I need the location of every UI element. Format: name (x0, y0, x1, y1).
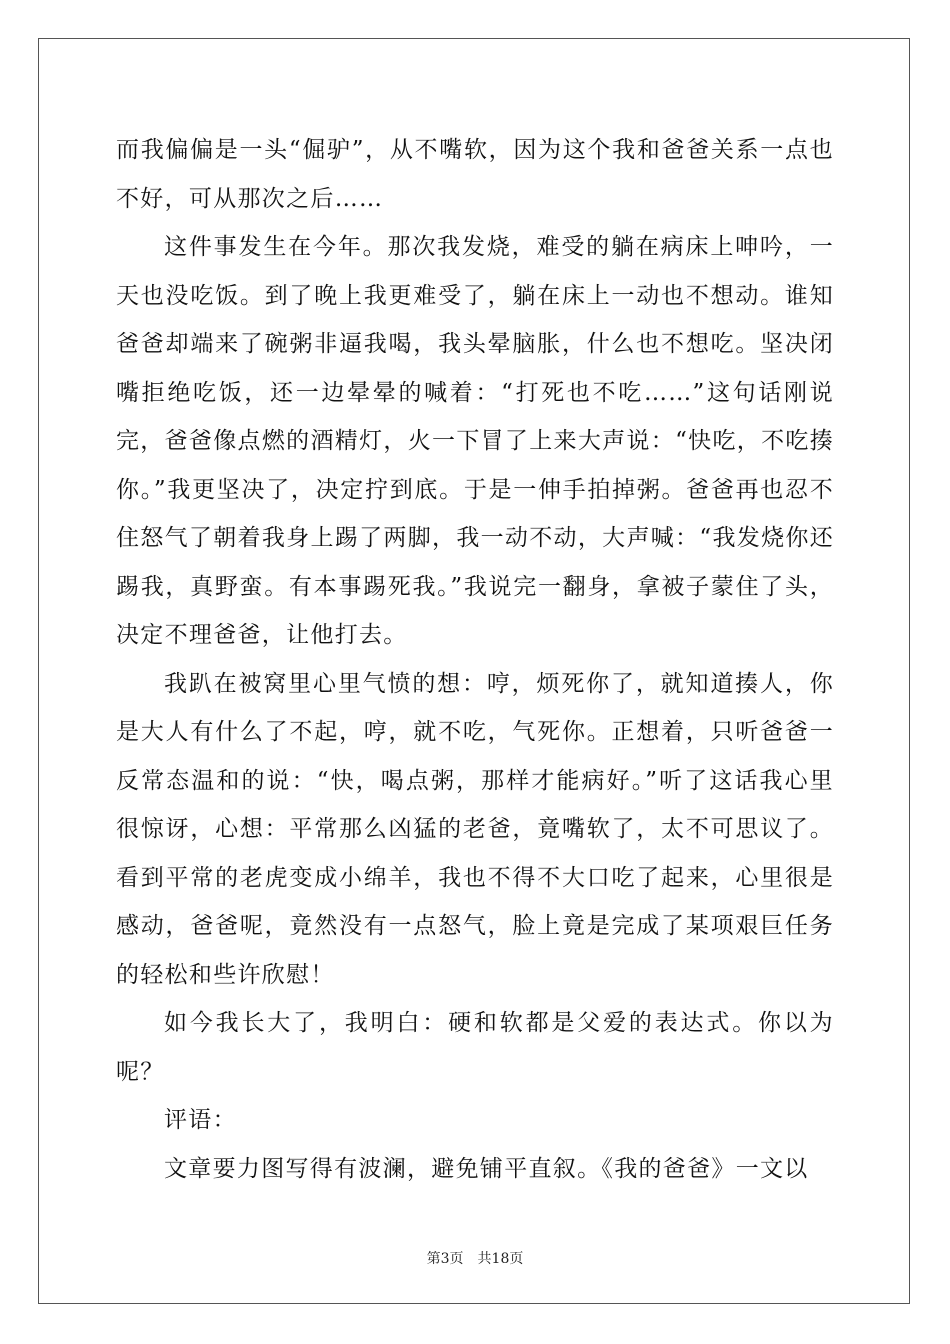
paragraph-3: 我趴在被窝里心里气愤的想：哼，烦死你了，就知道揍人，你是大人有什么了不起，哼，就不吃，气死你。正想着，只听爸爸一反常态温和的说：“快，喝点粥，那样才能病好。”听了这话我心里很惊讶，心想：平常那么凶猛的老爸，竟嘴软了，太不可思议了。看到平常的老虎变成小绵羊，我也不得不大口吃了起来，心里很是感动，爸爸呢，竟然没有一点怒气，脸上竟是完成了某项艰巨任务的轻松和些许欣慰！ (116, 670, 834, 988)
page-number: 第3页 (426, 1251, 464, 1267)
total-pages: 共18页 (477, 1251, 524, 1267)
paragraph-1: 而我偏偏是一头“倔驴”，从不嘴软，因为这个我和爸爸关系一点也不好，可从那次之后…… (116, 137, 834, 212)
page-footer (0, 1248, 950, 1268)
comment-heading: 评语： (164, 1107, 237, 1133)
document-body (116, 126, 834, 1193)
paragraph-4: 如今我长大了，我明白：硬和软都是父爱的表达式。你以为呢？ (116, 1010, 834, 1085)
paragraph-6: 文章要力图写得有波澜，避免铺平直叙。《我的爸爸》一文以 (164, 1155, 809, 1182)
paragraph-2: 这件事发生在今年。那次我发烧，难受的躺在病床上呻吟，一天也没吃饭。到了晚上我更难受了，躺在床上一动也不想动。谁知爸爸却端来了碗粥非逼我喝，我头晕脑胀，什么也不想吃。坚决闭嘴拒绝吃饭，还一边晕晕的喊着：“打死也不吃……”这句话刚说完，爸爸像点燃的酒精灯，火一下冒了上来大声说：“快吃，不吃揍你。”我更坚决了，决定拧到底。于是一伸手拍掉粥。爸爸再也忍不住怒气了朝着我身上踢了两脚，我一动不动，大声喊：“我发烧你还踢我，真野蛮。有本事踢死我。”我说完一翻身，拿被子蒙住了头，决定不理爸爸，让他打去。 (116, 234, 834, 648)
